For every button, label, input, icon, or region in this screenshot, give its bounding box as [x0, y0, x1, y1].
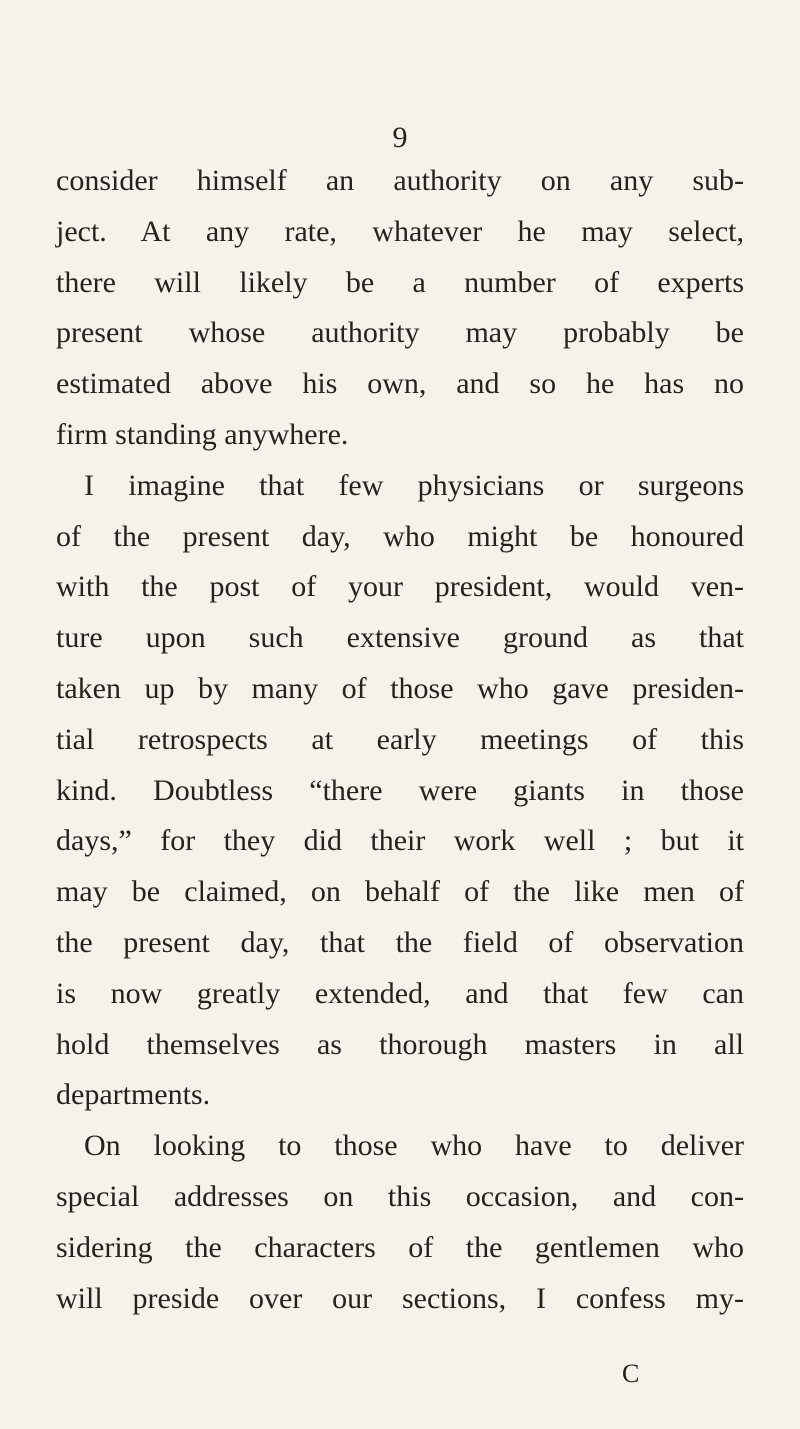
text-line: ture upon such extensive ground as that — [56, 621, 744, 655]
text-line: with the post of your president, would ven- — [56, 570, 744, 604]
text-line: ject. At any rate, whatever he may select, — [56, 214, 744, 248]
text-line: of the present day, who might be honoured — [56, 519, 744, 553]
text-line: consider himself an authority on any sub- — [56, 164, 744, 197]
text-line: I imagine that few physicians or surgeons — [84, 468, 744, 502]
signature-mark: C — [622, 1359, 640, 1388]
text-line: On looking to those who have to deliver — [84, 1129, 744, 1163]
text-line: hold themselves as thorough masters in all — [56, 1027, 744, 1061]
text-line: days,” for they did their work well ; but it — [56, 824, 744, 858]
text-line: firm standing anywhere. — [56, 417, 349, 451]
text-line: may be claimed, on behalf of the like men of — [56, 875, 744, 909]
text-line: departments. — [56, 1078, 211, 1112]
body-text — [56, 156, 744, 1324]
text-line: sidering the characters of the gentlemen who — [56, 1230, 744, 1264]
text-line: tial retrospects at early meetings of this — [56, 722, 744, 756]
text-line: estimated above his own, and so he has no — [56, 367, 744, 401]
text-line: there will likely be a number of experts — [56, 265, 744, 299]
text-line: special addresses on this occasion, and con- — [56, 1179, 744, 1213]
text-line: kind. Doubtless “there were giants in those — [56, 773, 744, 807]
text-line: present whose authority may probably be — [56, 316, 744, 350]
text-line: taken up by many of those who gave presiden- — [56, 671, 744, 705]
page-number: 9 — [392, 121, 408, 154]
text-line: the present day, that the field of observation — [56, 925, 744, 959]
text-line: will preside over our sections, I confess my- — [56, 1281, 744, 1315]
text-line: is now greatly extended, and that few can — [56, 976, 744, 1010]
